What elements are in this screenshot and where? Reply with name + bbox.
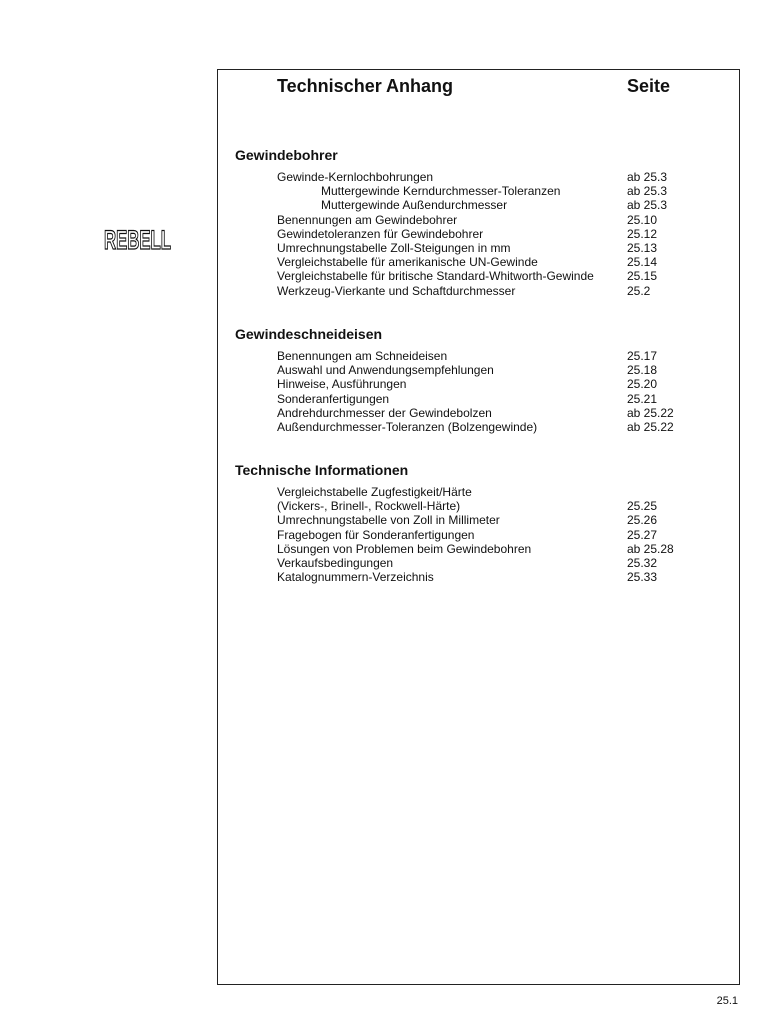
toc-entry-page: 25.25 [627, 499, 658, 514]
toc-entry[interactable] [235, 392, 725, 406]
toc-entry-label: Hinweise, Ausführungen [277, 377, 407, 392]
toc-entry-label: Muttergewinde Kerndurchmesser-Toleranzen [321, 184, 561, 199]
section-technische-informationen [235, 461, 725, 584]
toc-entry[interactable] [235, 269, 725, 283]
toc-entry[interactable] [235, 420, 725, 434]
toc-entry-label: Sonderanfertigungen [277, 391, 390, 406]
toc-entry-page: 25.17 [627, 349, 658, 363]
page-title: Technischer Anhang [277, 76, 454, 96]
section-title: Gewindebohrer [235, 147, 338, 163]
toc-entry[interactable] [235, 349, 725, 363]
toc-entry[interactable] [235, 213, 725, 227]
toc-entry-page: ab 25.3 [627, 198, 668, 213]
toc-entry[interactable] [235, 184, 725, 198]
toc-entry[interactable] [235, 542, 725, 556]
toc-entry-label: Werkzeug-Vierkante und Schaftdurchmesser [277, 283, 516, 298]
toc-entry-label: Fragebogen für Sonderanfertigungen [277, 527, 475, 542]
toc-entry[interactable] [235, 255, 725, 269]
section-title: Technische Informationen [235, 462, 409, 478]
toc-entry-label: Muttergewinde Außendurchmesser [321, 198, 508, 213]
toc-entry[interactable] [235, 241, 725, 255]
toc-entry-page: 25.32 [627, 555, 658, 570]
toc-entry-page: 25.2 [627, 283, 651, 298]
toc-entry-page: ab 25.22 [627, 405, 674, 420]
toc-entry-label: (Vickers-, Brinell-, Rockwell-Härte) [277, 499, 461, 514]
toc-entry-label: Vergleichstabelle Zugfestigkeit/Härte [277, 485, 472, 499]
toc-entry[interactable] [235, 513, 725, 527]
section-gewindebohrer [235, 146, 725, 298]
footer-page-number: 25.1 [716, 995, 738, 1007]
toc-entry[interactable] [235, 528, 725, 542]
toc-entry-label: Auswahl und Anwendungsempfehlungen [277, 363, 494, 378]
toc-entry[interactable] [235, 556, 725, 570]
toc-entry-label: Katalognummern-Verzeichnis [277, 570, 434, 585]
toc-entry-page: 25.15 [627, 269, 658, 284]
toc-entry-page: ab 25.28 [627, 541, 674, 556]
toc-entry-page: 25.27 [627, 527, 658, 542]
toc-entry[interactable] [235, 570, 725, 584]
toc-entry-label: Benennungen am Schneideisen [277, 349, 448, 363]
toc-entry-page: 25.12 [627, 226, 658, 241]
toc-entry-label: Umrechnungstabelle von Zoll in Millimeter [277, 513, 500, 528]
toc-entry[interactable] [235, 170, 725, 184]
toc-entry-page: 25.18 [627, 363, 658, 378]
toc-entry-page: ab 25.3 [627, 184, 668, 199]
toc-entry-page: 25.14 [627, 255, 658, 270]
toc-entry-page: 25.33 [627, 570, 658, 585]
toc-entry[interactable] [235, 198, 725, 212]
section-title: Gewindeschneideisen [235, 326, 383, 342]
toc-entry[interactable] [235, 406, 725, 420]
toc-entry-page: 25.21 [627, 391, 658, 406]
toc-entry-page: ab 25.3 [627, 170, 668, 184]
toc-entry-label: Gewinde-Kernlochbohrungen [277, 170, 434, 184]
toc-entry-label: Andrehdurchmesser der Gewindebolzen [277, 405, 492, 420]
toc-entry-label: Außendurchmesser-Toleranzen (Bolzengewinde) [277, 419, 538, 434]
toc-entry[interactable] [235, 227, 725, 241]
toc-entry-label: Gewindetoleranzen für Gewindebohrer [277, 226, 484, 241]
toc-entry-label: Lösungen von Problemen beim Gewindebohren [277, 541, 532, 556]
rebell-logo: REBELL [104, 225, 171, 255]
toc-entry-label: Vergleichstabelle für amerikanische UN-Gewinde [277, 255, 538, 270]
toc-entry[interactable] [235, 363, 725, 377]
toc-entry-label: Vergleichstabelle für britische Standard-Whitworth-Gewinde [277, 269, 594, 284]
toc-entry-label: Umrechnungstabelle Zoll-Steigungen in mm [277, 240, 511, 255]
toc-entry-page: 25.26 [627, 513, 658, 528]
toc-entry-page: 25.10 [627, 212, 658, 227]
page-column-header: Seite [627, 76, 671, 96]
toc-entry-label: Benennungen am Gewindebohrer [277, 212, 458, 227]
section-gewindeschneideisen [235, 325, 725, 434]
toc-entry-page: 25.20 [627, 377, 658, 392]
toc-entry[interactable] [235, 485, 725, 499]
toc-entry-page: ab 25.22 [627, 419, 674, 434]
toc-entry[interactable] [235, 377, 725, 391]
toc-entry[interactable] [235, 499, 725, 513]
toc-entry-page: 25.13 [627, 240, 658, 255]
toc-entry-label: Verkaufsbedingungen [277, 555, 394, 570]
toc-entry[interactable] [235, 284, 725, 298]
